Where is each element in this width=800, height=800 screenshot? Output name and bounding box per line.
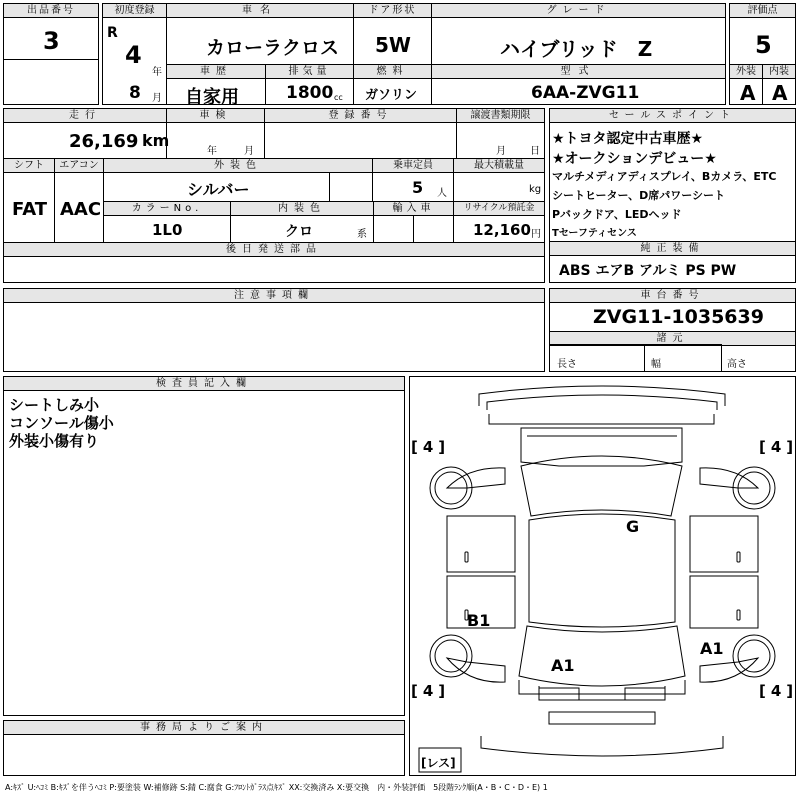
- year-unit: 年: [152, 67, 162, 78]
- door-label: ドア形状: [353, 3, 432, 18]
- displacement-unit: cc: [334, 93, 343, 102]
- door-type: 5W: [375, 33, 411, 57]
- transfer-month-unit: 月: [496, 146, 506, 157]
- notes-label: 注意事項欄: [3, 288, 545, 303]
- recycle-label: リサイクル預託金: [453, 201, 545, 216]
- damage-mark-rear-right: A1: [700, 639, 724, 658]
- damage-mark-rear-left-door: B1: [467, 611, 491, 630]
- color-no: 1L0: [152, 221, 183, 239]
- inspector-label: 検査員記入欄: [3, 376, 405, 391]
- car-diagram: [409, 376, 796, 776]
- exterior-color-split: [329, 171, 373, 202]
- specs-label: 諸元: [549, 331, 796, 346]
- mileage: 26,169: [69, 131, 139, 152]
- capacity-unit: 人: [437, 188, 447, 199]
- damage-mark-rear-bumper: A1: [551, 656, 575, 675]
- interior-color-unit: 系: [357, 229, 367, 240]
- fuel: ガソリン: [365, 88, 418, 103]
- tire-tread-front-right: [ 4 ]: [759, 438, 794, 456]
- sales-point-4: シートヒーター、D席パワーシート: [552, 189, 726, 202]
- exterior-color: シルバー: [187, 180, 250, 199]
- notes-block: [3, 288, 545, 372]
- displacement-label: 排気量: [265, 64, 354, 79]
- length-label: 長さ: [557, 359, 577, 370]
- interior-color: クロ: [285, 224, 313, 240]
- inspector-note-2: コンソール傷小: [9, 414, 114, 432]
- score-label: 評価点: [729, 3, 796, 18]
- sales-point-6: Tセーフティセンス: [552, 228, 637, 239]
- reg-number-label: 登録番号: [264, 108, 457, 123]
- transfer-day-unit: 日: [530, 146, 540, 157]
- sales-point-1: ★トヨタ認定中古車歴★: [552, 131, 704, 147]
- import-split: [413, 214, 454, 243]
- first-reg-label: 初度登録: [102, 3, 167, 18]
- model-label: 型式: [431, 64, 726, 79]
- grade: ハイブリッド Z: [500, 37, 653, 61]
- car-name-label: 車名: [166, 3, 354, 18]
- grade-label: グレード: [431, 3, 726, 18]
- sales-block: [549, 108, 796, 283]
- sales-point-2: ★オークションデビュー★: [552, 151, 717, 167]
- shift: FAT: [12, 199, 48, 220]
- tire-tread-front-left: [ 4 ]: [411, 438, 446, 456]
- inspector-note-1: シートしみ小: [9, 396, 100, 414]
- lot-number-label: 出品番号: [3, 3, 99, 18]
- inspection-label: 車検: [166, 108, 265, 123]
- width-label: 幅: [651, 359, 661, 370]
- damage-mark-windshield: G: [626, 517, 640, 536]
- later-parts-label: 後日発送部品: [3, 242, 545, 257]
- chassis-number: ZVG11-1035639: [593, 306, 764, 328]
- interior-grade: A: [772, 81, 788, 105]
- spare-tire: [レス]: [421, 756, 456, 770]
- inspector-block: [3, 376, 405, 716]
- displacement: 1800: [286, 83, 334, 103]
- wheel-rear-right: [733, 635, 775, 677]
- first-reg-month: 8: [129, 83, 141, 103]
- era-mark: R: [107, 25, 118, 41]
- max-load-label: 最大積載量: [453, 158, 545, 173]
- legend: A:ｷｽﾞ U:ﾍｺﾐ B:ｷｽﾞを伴うﾍｺﾐ P:要塗装 W:補修跡 S:錆 C:腐食 G:ﾌﾛﾝﾄｶﾞﾗｽ点ｷｽﾞ XX:交換済み X:要交換 内・外装評価 5段階ﾗﾝｸ順(A・B・C・D・E) 1: [5, 783, 548, 792]
- lot-number-lower-cell: [3, 59, 99, 105]
- sales-point-5: Pバックドア、LEDヘッド: [552, 208, 682, 221]
- interior-color-label: 内装色: [230, 201, 374, 216]
- inspection-month-unit: 月: [244, 146, 254, 157]
- chassis-label: 車台番号: [549, 288, 796, 303]
- tire-tread-rear-left: [ 4 ]: [411, 682, 446, 700]
- car-name: カローラクロス: [206, 37, 340, 59]
- ac: AAC: [60, 199, 102, 220]
- mileage-label: 走行: [3, 108, 167, 123]
- details-block: [3, 108, 545, 283]
- chassis-block: [549, 288, 796, 372]
- capacity: 5: [412, 178, 424, 197]
- recycle-unit: 円: [531, 229, 541, 240]
- exterior-label: 外装: [729, 64, 763, 79]
- height-label: 高さ: [727, 359, 747, 370]
- sales-point-3: マルチメディアディスプレイ、Bカメラ、ETC: [552, 170, 777, 183]
- first-reg-year: 4: [125, 41, 142, 69]
- header-block: [3, 3, 796, 108]
- import-label: 輸入車: [373, 201, 454, 216]
- history: 自家用: [185, 87, 239, 108]
- month-unit: 月: [152, 93, 162, 104]
- model: 6AA-ZVG11: [531, 83, 640, 103]
- office-notice-block: [3, 720, 405, 776]
- fuel-label: 燃料: [353, 64, 432, 79]
- history-label: 車歴: [166, 64, 266, 79]
- inspector-note-3: 外装小傷有り: [9, 432, 100, 450]
- shift-label: シフト: [3, 158, 55, 173]
- recycle-fee: 12,160: [473, 221, 531, 239]
- inspection-year-unit: 年: [207, 146, 217, 157]
- score: 5: [755, 31, 772, 59]
- max-load-unit: kg: [529, 184, 542, 195]
- lot-number: 3: [43, 27, 60, 55]
- office-notice-label: 事務局よりご案内: [3, 720, 405, 735]
- wheel-rear-left: [430, 635, 472, 677]
- sales-points-label: セールスポイント: [549, 108, 796, 123]
- exterior-color-label: 外装色: [103, 158, 373, 173]
- genuine-equipment: ABS エアB アルミ PS PW: [559, 263, 737, 279]
- interior-label: 内装: [762, 64, 796, 79]
- exterior-grade: A: [740, 81, 756, 105]
- tire-tread-rear-right: [ 4 ]: [759, 682, 794, 700]
- car-diagram-block: [409, 376, 796, 776]
- capacity-label: 乗車定員: [372, 158, 454, 173]
- mileage-unit: km: [142, 131, 170, 150]
- genuine-equipment-label: 純正装備: [549, 241, 796, 256]
- transfer-docs-label: 譲渡書類期限: [456, 108, 545, 123]
- color-no-label: カラーNo.: [103, 201, 231, 216]
- ac-label: エアコン: [54, 158, 104, 173]
